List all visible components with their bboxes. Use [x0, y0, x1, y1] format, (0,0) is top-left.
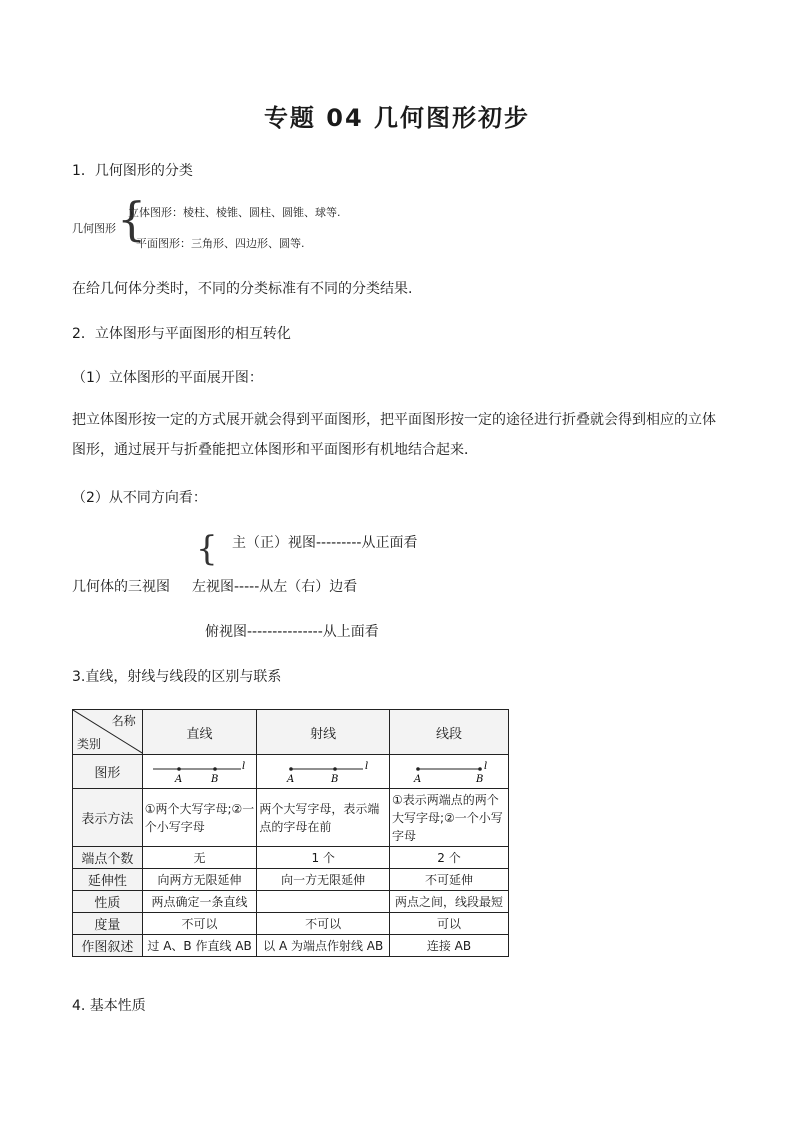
row-label: 端点个数	[73, 847, 143, 869]
brace-icon: {	[117, 192, 147, 246]
table-row	[73, 913, 509, 935]
classification-root: 几何图形	[72, 222, 116, 235]
paragraph-line-2: 图形，通过展开与折叠能把立体图形和平面图形有机地结合起来．	[72, 442, 478, 458]
row-label: 度量	[73, 913, 143, 935]
three-views-root: 几何体的三视图	[72, 579, 170, 595]
table-cell: 以 A 为端点作射线 AB	[257, 935, 390, 957]
point-b-label: B	[210, 774, 218, 785]
point-a-label: A	[174, 774, 182, 785]
solid-figures: 立体图形：棱柱、棱锥、圆柱、圆锥、球等.	[128, 206, 341, 219]
table-row	[73, 789, 509, 847]
row-label: 图形	[73, 755, 143, 789]
subsection-1: （1）立体图形的平面展开图：	[72, 370, 263, 386]
table-row	[73, 755, 509, 789]
table-cell: 向一方无限延伸	[257, 869, 390, 891]
table-cell: 不可以	[142, 913, 257, 935]
point-b-label: B	[476, 774, 484, 785]
table-cell: 连接 AB	[390, 935, 509, 957]
comparison-table	[72, 709, 509, 957]
table-cell: 向两方无限延伸	[142, 869, 257, 891]
diag-category-label: 类别	[77, 737, 102, 751]
table-cell: 不可以	[257, 913, 390, 935]
page-title: 专题 04 几何图形初步	[263, 104, 531, 132]
point-a-label: A	[287, 774, 295, 785]
table-cell: ①两个大写字母;②一个小写字母	[142, 789, 257, 847]
top-view: 俯视图---------------从上面看	[205, 624, 379, 640]
point-b-label: B	[331, 774, 339, 785]
point-a-label: A	[414, 774, 422, 785]
line-l-label: l	[484, 761, 488, 772]
table-cell: 1 个	[257, 847, 390, 869]
column-header: 射线	[257, 710, 390, 755]
section-3-heading: 3.直线，射线与线段的区别与联系	[72, 669, 282, 685]
line-figure	[142, 755, 257, 789]
table-cell	[257, 891, 390, 913]
table-cell: ①表示两端点的两个大写字母;②一个小写字母	[390, 789, 509, 847]
brace-icon: {	[196, 529, 218, 569]
segment-figure	[390, 755, 509, 789]
subsection-2: （2）从不同方向看：	[72, 490, 207, 506]
row-label: 表示方法	[73, 789, 143, 847]
column-header: 线段	[390, 710, 509, 755]
table-diagonal-header	[73, 710, 143, 755]
section-4-heading: 4. 基本性质	[72, 998, 146, 1014]
plane-figures: 平面图形：三角形、四边形、圆等.	[136, 237, 305, 250]
line-l-label: l	[241, 761, 245, 772]
column-header: 直线	[142, 710, 257, 755]
table-row	[73, 847, 509, 869]
table-row	[73, 891, 509, 913]
table-cell: 两点确定一条直线	[142, 891, 257, 913]
left-view: 左视图-----从左（右）边看	[192, 579, 358, 595]
ray-figure	[257, 755, 390, 789]
line-l-label: l	[365, 761, 369, 772]
table-row	[73, 935, 509, 957]
section-2-heading: 2．立体图形与平面图形的相互转化	[72, 326, 291, 342]
section-1-heading: 1．几何图形的分类	[72, 163, 193, 179]
row-label: 作图叙述	[73, 935, 143, 957]
row-label: 延伸性	[73, 869, 143, 891]
table-cell: 过 A、B 作直线 AB	[142, 935, 257, 957]
table-cell: 可以	[390, 913, 509, 935]
paragraph-line-1: 把立体图形按一定的方式展开就会得到平面图形，把平面图形按一定的途径进行折叠就会得到相应的立体	[72, 412, 716, 428]
table-cell: 2 个	[390, 847, 509, 869]
table-cell: 不可延伸	[390, 869, 509, 891]
table-cell: 两点之间，线段最短	[390, 891, 509, 913]
row-label: 性质	[73, 891, 143, 913]
front-view: 主（正）视图---------从正面看	[232, 535, 418, 551]
table-cell: 无	[142, 847, 257, 869]
table-cell: 两个大写字母，表示端点的字母在前	[257, 789, 390, 847]
table-row	[73, 869, 509, 891]
classification-note: 在给几何体分类时，不同的分类标准有不同的分类结果.	[72, 281, 413, 297]
diag-name-label: 名称	[111, 714, 136, 728]
